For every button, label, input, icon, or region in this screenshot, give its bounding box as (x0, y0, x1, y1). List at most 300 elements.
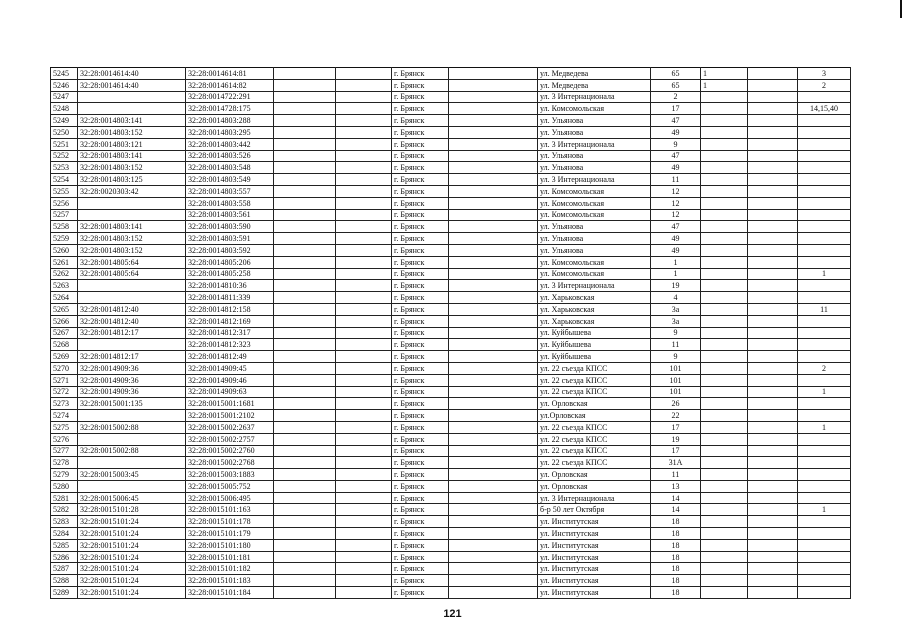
blank-cell-a (274, 539, 336, 551)
cadastral-number-cell: 32:28:0014803:592 (186, 244, 274, 256)
city-cell: г. Брянск (392, 504, 449, 516)
house-number-cell: 101 (651, 386, 701, 398)
house-number-cell: 18 (651, 539, 701, 551)
street-cell: ул. Ульянова (538, 115, 651, 127)
table-row (51, 410, 851, 422)
city-cell: г. Брянск (392, 221, 449, 233)
house-number-cell: 11 (651, 339, 701, 351)
row-number-cell: 5264 (51, 292, 78, 304)
blank-cell-d (748, 563, 798, 575)
apartment-cell: 11 (798, 303, 851, 315)
blank-cell-a (274, 587, 336, 599)
street-cell: ул. Медведева (538, 68, 651, 80)
blank-cell-d (748, 185, 798, 197)
blank-cell-a (274, 197, 336, 209)
blank-cell-d (748, 433, 798, 445)
row-number-cell: 5260 (51, 244, 78, 256)
blank-cell-b (336, 174, 392, 186)
apartment-cell (798, 575, 851, 587)
cadastral-number-cell: 32:28:0014805:206 (186, 256, 274, 268)
blank-cell-b (336, 315, 392, 327)
blank-cell-d (748, 303, 798, 315)
city-cell: г. Брянск (392, 421, 449, 433)
table-row (51, 398, 851, 410)
blank-cell-b (336, 433, 392, 445)
row-number-cell: 5253 (51, 162, 78, 174)
row-number-cell: 5273 (51, 398, 78, 410)
blank-cell-d (748, 68, 798, 80)
cadastral-number-cell: 32:28:0015002:2760 (186, 445, 274, 457)
blank-cell-c (449, 197, 538, 209)
page-number: 121 (443, 608, 462, 620)
blank-cell-c (449, 516, 538, 528)
blank-cell-a (274, 209, 336, 221)
building-cell (701, 563, 748, 575)
row-number-cell: 5251 (51, 138, 78, 150)
city-cell: г. Брянск (392, 79, 449, 91)
row-number-cell: 5266 (51, 315, 78, 327)
blank-cell-b (336, 351, 392, 363)
parent-cadastral-cell (78, 433, 186, 445)
table-row (51, 292, 851, 304)
house-number-cell: 101 (651, 374, 701, 386)
street-cell: ул. 22 съезда КПСС (538, 457, 651, 469)
city-cell: г. Брянск (392, 575, 449, 587)
cadastral-number-cell: 32:28:0014812:49 (186, 351, 274, 363)
city-cell: г. Брянск (392, 516, 449, 528)
apartment-cell (798, 433, 851, 445)
street-cell: ул. Комсомольская (538, 256, 651, 268)
street-cell: ул. Комсомольская (538, 209, 651, 221)
blank-cell-b (336, 469, 392, 481)
city-cell: г. Брянск (392, 492, 449, 504)
cadastral-number-cell: 32:28:0014614:81 (186, 68, 274, 80)
building-cell: 1 (701, 79, 748, 91)
parent-cadastral-cell: 32:28:0014614:40 (78, 68, 186, 80)
blank-cell-a (274, 445, 336, 457)
apartment-cell (798, 374, 851, 386)
building-cell (701, 280, 748, 292)
apartment-cell (798, 292, 851, 304)
blank-cell-c (449, 551, 538, 563)
blank-cell-d (748, 280, 798, 292)
blank-cell-c (449, 327, 538, 339)
city-cell: г. Брянск (392, 551, 449, 563)
cadastral-number-cell: 32:28:0014803:526 (186, 150, 274, 162)
table-row (51, 185, 851, 197)
street-cell: ул. 22 съезда КПСС (538, 362, 651, 374)
cadastral-number-cell: 32:28:0014810:36 (186, 280, 274, 292)
city-cell: г. Брянск (392, 126, 449, 138)
table-row (51, 150, 851, 162)
city-cell: г. Брянск (392, 68, 449, 80)
apartment-cell (798, 244, 851, 256)
apartment-cell (798, 539, 851, 551)
parent-cadastral-cell: 32:28:0014812:17 (78, 351, 186, 363)
parent-cadastral-cell: 32:28:0014803:152 (78, 126, 186, 138)
row-number-cell: 5249 (51, 115, 78, 127)
apartment-cell (798, 351, 851, 363)
city-cell: г. Брянск (392, 292, 449, 304)
house-number-cell: 1 (651, 268, 701, 280)
blank-cell-d (748, 516, 798, 528)
table-row (51, 504, 851, 516)
building-cell (701, 362, 748, 374)
blank-cell-b (336, 528, 392, 540)
blank-cell-b (336, 292, 392, 304)
blank-cell-d (748, 126, 798, 138)
row-number-cell: 5265 (51, 303, 78, 315)
house-number-cell: 65 (651, 79, 701, 91)
apartment-cell (798, 256, 851, 268)
blank-cell-a (274, 221, 336, 233)
blank-cell-c (449, 233, 538, 245)
property-register-table (50, 67, 851, 599)
table-row (51, 528, 851, 540)
cadastral-number-cell: 32:28:0015006:495 (186, 492, 274, 504)
blank-cell-c (449, 445, 538, 457)
apartment-cell (798, 315, 851, 327)
table-row (51, 91, 851, 103)
city-cell: г. Брянск (392, 410, 449, 422)
cadastral-number-cell: 32:28:0014803:548 (186, 162, 274, 174)
parent-cadastral-cell: 32:28:0014803:141 (78, 115, 186, 127)
cadastral-number-cell: 32:28:0014812:323 (186, 339, 274, 351)
apartment-cell (798, 563, 851, 575)
building-cell (701, 398, 748, 410)
cadastral-number-cell: 32:28:0014614:82 (186, 79, 274, 91)
blank-cell-b (336, 362, 392, 374)
row-number-cell: 5275 (51, 421, 78, 433)
blank-cell-c (449, 79, 538, 91)
row-number-cell: 5246 (51, 79, 78, 91)
blank-cell-a (274, 563, 336, 575)
cadastral-number-cell: 32:28:0014909:63 (186, 386, 274, 398)
blank-cell-d (748, 174, 798, 186)
cadastral-number-cell: 32:28:0014803:295 (186, 126, 274, 138)
blank-cell-d (748, 504, 798, 516)
blank-cell-d (748, 79, 798, 91)
blank-cell-c (449, 221, 538, 233)
street-cell: ул. Комсомольская (538, 185, 651, 197)
blank-cell-a (274, 315, 336, 327)
blank-cell-d (748, 551, 798, 563)
building-cell (701, 91, 748, 103)
table-row (51, 551, 851, 563)
blank-cell-b (336, 339, 392, 351)
street-cell: ул. Институтская (538, 563, 651, 575)
cadastral-number-cell: 32:28:0014803:288 (186, 115, 274, 127)
street-cell: ул. Орловская (538, 398, 651, 410)
blank-cell-c (449, 421, 538, 433)
blank-cell-c (449, 103, 538, 115)
street-cell: ул. 22 съезда КПСС (538, 386, 651, 398)
blank-cell-c (449, 504, 538, 516)
building-cell (701, 138, 748, 150)
parent-cadastral-cell: 32:28:0014803:152 (78, 162, 186, 174)
street-cell: ул. Харьковская (538, 303, 651, 315)
building-cell (701, 539, 748, 551)
blank-cell-d (748, 327, 798, 339)
cadastral-number-cell: 32:28:0014812:169 (186, 315, 274, 327)
table-row (51, 421, 851, 433)
row-number-cell: 5254 (51, 174, 78, 186)
street-cell: ул. Комсомольская (538, 197, 651, 209)
house-number-cell: 12 (651, 185, 701, 197)
building-cell (701, 256, 748, 268)
blank-cell-d (748, 91, 798, 103)
building-cell (701, 575, 748, 587)
blank-cell-b (336, 244, 392, 256)
parent-cadastral-cell (78, 410, 186, 422)
street-cell: ул. Институтская (538, 587, 651, 599)
blank-cell-b (336, 480, 392, 492)
cadastral-number-cell: 32:28:0014803:442 (186, 138, 274, 150)
table-row (51, 280, 851, 292)
street-cell: ул. Ульянова (538, 162, 651, 174)
house-number-cell: 11 (651, 469, 701, 481)
city-cell: г. Брянск (392, 162, 449, 174)
house-number-cell: 18 (651, 575, 701, 587)
house-number-cell: 9 (651, 327, 701, 339)
city-cell: г. Брянск (392, 433, 449, 445)
building-cell (701, 150, 748, 162)
blank-cell-c (449, 398, 538, 410)
city-cell: г. Брянск (392, 480, 449, 492)
building-cell (701, 480, 748, 492)
blank-cell-a (274, 268, 336, 280)
parent-cadastral-cell: 32:28:0015001:135 (78, 398, 186, 410)
blank-cell-b (336, 327, 392, 339)
street-cell: ул. Институтская (538, 516, 651, 528)
blank-cell-b (336, 256, 392, 268)
row-number-cell: 5262 (51, 268, 78, 280)
row-number-cell: 5277 (51, 445, 78, 457)
house-number-cell: 49 (651, 126, 701, 138)
building-cell (701, 126, 748, 138)
blank-cell-b (336, 221, 392, 233)
house-number-cell: 19 (651, 433, 701, 445)
parent-cadastral-cell: 32:28:0014805:64 (78, 256, 186, 268)
cadastral-number-cell: 32:28:0015003:1883 (186, 469, 274, 481)
blank-cell-d (748, 292, 798, 304)
row-number-cell: 5289 (51, 587, 78, 599)
blank-cell-a (274, 504, 336, 516)
table-row (51, 351, 851, 363)
building-cell (701, 528, 748, 540)
parent-cadastral-cell: 32:28:0014803:141 (78, 150, 186, 162)
apartment-cell (798, 339, 851, 351)
street-cell: ул. Харьковская (538, 315, 651, 327)
blank-cell-c (449, 563, 538, 575)
row-number-cell: 5256 (51, 197, 78, 209)
street-cell: ул. Ульянова (538, 221, 651, 233)
blank-cell-d (748, 410, 798, 422)
city-cell: г. Брянск (392, 587, 449, 599)
cadastral-number-cell: 32:28:0015101:184 (186, 587, 274, 599)
parent-cadastral-cell: 32:28:0015101:24 (78, 539, 186, 551)
parent-cadastral-cell: 32:28:0015101:24 (78, 516, 186, 528)
cadastral-number-cell: 32:28:0014805:258 (186, 268, 274, 280)
house-number-cell: 9 (651, 351, 701, 363)
building-cell (701, 351, 748, 363)
cadastral-number-cell: 32:28:0015101:181 (186, 551, 274, 563)
blank-cell-b (336, 516, 392, 528)
house-number-cell: 101 (651, 362, 701, 374)
blank-cell-c (449, 126, 538, 138)
blank-cell-b (336, 563, 392, 575)
blank-cell-a (274, 457, 336, 469)
row-number-cell: 5270 (51, 362, 78, 374)
blank-cell-a (274, 280, 336, 292)
row-number-cell: 5278 (51, 457, 78, 469)
apartment-cell (798, 410, 851, 422)
blank-cell-b (336, 150, 392, 162)
table-row (51, 233, 851, 245)
table-row (51, 339, 851, 351)
table-row (51, 374, 851, 386)
house-number-cell: 4 (651, 292, 701, 304)
row-number-cell: 5283 (51, 516, 78, 528)
apartment-cell (798, 150, 851, 162)
blank-cell-d (748, 244, 798, 256)
row-number-cell: 5247 (51, 91, 78, 103)
parent-cadastral-cell (78, 457, 186, 469)
blank-cell-d (748, 162, 798, 174)
row-number-cell: 5245 (51, 68, 78, 80)
street-cell: ул.Орловская (538, 410, 651, 422)
house-number-cell: 18 (651, 516, 701, 528)
blank-cell-c (449, 351, 538, 363)
blank-cell-b (336, 162, 392, 174)
city-cell: г. Брянск (392, 138, 449, 150)
blank-cell-d (748, 221, 798, 233)
apartment-cell: 3 (798, 68, 851, 80)
parent-cadastral-cell: 32:28:0014803:125 (78, 174, 186, 186)
blank-cell-c (449, 539, 538, 551)
blank-cell-c (449, 244, 538, 256)
building-cell (701, 233, 748, 245)
parent-cadastral-cell (78, 91, 186, 103)
building-cell (701, 445, 748, 457)
apartment-cell (798, 209, 851, 221)
house-number-cell: 14 (651, 492, 701, 504)
apartment-cell (798, 280, 851, 292)
city-cell: г. Брянск (392, 386, 449, 398)
building-cell (701, 292, 748, 304)
parent-cadastral-cell (78, 209, 186, 221)
row-number-cell: 5255 (51, 185, 78, 197)
blank-cell-b (336, 492, 392, 504)
row-number-cell: 5252 (51, 150, 78, 162)
blank-cell-a (274, 185, 336, 197)
blank-cell-a (274, 351, 336, 363)
blank-cell-d (748, 421, 798, 433)
apartment-cell (798, 551, 851, 563)
blank-cell-d (748, 445, 798, 457)
blank-cell-a (274, 339, 336, 351)
house-number-cell: 19 (651, 280, 701, 292)
house-number-cell: 13 (651, 480, 701, 492)
apartment-cell (798, 91, 851, 103)
city-cell: г. Брянск (392, 469, 449, 481)
building-cell (701, 433, 748, 445)
blank-cell-b (336, 68, 392, 80)
table-row (51, 516, 851, 528)
building-cell (701, 327, 748, 339)
row-number-cell: 5279 (51, 469, 78, 481)
building-cell (701, 209, 748, 221)
blank-cell-d (748, 150, 798, 162)
apartment-cell (798, 492, 851, 504)
house-number-cell: 49 (651, 233, 701, 245)
apartment-cell (798, 162, 851, 174)
parent-cadastral-cell: 32:28:0015101:24 (78, 575, 186, 587)
parent-cadastral-cell: 32:28:0014614:40 (78, 79, 186, 91)
row-number-cell: 5259 (51, 233, 78, 245)
table-row (51, 492, 851, 504)
blank-cell-d (748, 268, 798, 280)
table-row (51, 315, 851, 327)
street-cell: ул. 3 Интернационала (538, 138, 651, 150)
table-row (51, 221, 851, 233)
blank-cell-a (274, 386, 336, 398)
row-number-cell: 5280 (51, 480, 78, 492)
blank-cell-d (748, 339, 798, 351)
cadastral-number-cell: 32:28:0014812:317 (186, 327, 274, 339)
street-cell: ул. Харьковская (538, 292, 651, 304)
apartment-cell: 1 (798, 268, 851, 280)
city-cell: г. Брянск (392, 115, 449, 127)
row-number-cell: 5281 (51, 492, 78, 504)
building-cell (701, 587, 748, 599)
blank-cell-c (449, 209, 538, 221)
street-cell: ул. Орловская (538, 469, 651, 481)
parent-cadastral-cell (78, 280, 186, 292)
blank-cell-a (274, 91, 336, 103)
cadastral-number-cell: 32:28:0015101:182 (186, 563, 274, 575)
row-number-cell: 5268 (51, 339, 78, 351)
blank-cell-d (748, 138, 798, 150)
blank-cell-b (336, 185, 392, 197)
apartment-cell (798, 528, 851, 540)
apartment-cell (798, 398, 851, 410)
table-row (51, 162, 851, 174)
house-number-cell: 3а (651, 303, 701, 315)
blank-cell-d (748, 374, 798, 386)
row-number-cell: 5287 (51, 563, 78, 575)
blank-cell-d (748, 469, 798, 481)
building-cell (701, 339, 748, 351)
apartment-cell (798, 138, 851, 150)
city-cell: г. Брянск (392, 280, 449, 292)
city-cell: г. Брянск (392, 268, 449, 280)
city-cell: г. Брянск (392, 398, 449, 410)
blank-cell-a (274, 516, 336, 528)
street-cell: ул. Ульянова (538, 150, 651, 162)
blank-cell-b (336, 209, 392, 221)
blank-cell-c (449, 575, 538, 587)
parent-cadastral-cell: 32:28:0014803:152 (78, 244, 186, 256)
table-row (51, 115, 851, 127)
city-cell: г. Брянск (392, 233, 449, 245)
blank-cell-b (336, 233, 392, 245)
city-cell: г. Брянск (392, 539, 449, 551)
street-cell: ул. 22 съезда КПСС (538, 374, 651, 386)
apartment-cell (798, 469, 851, 481)
street-cell: ул. 22 съезда КПСС (538, 421, 651, 433)
page-edge-mark (900, 0, 902, 18)
